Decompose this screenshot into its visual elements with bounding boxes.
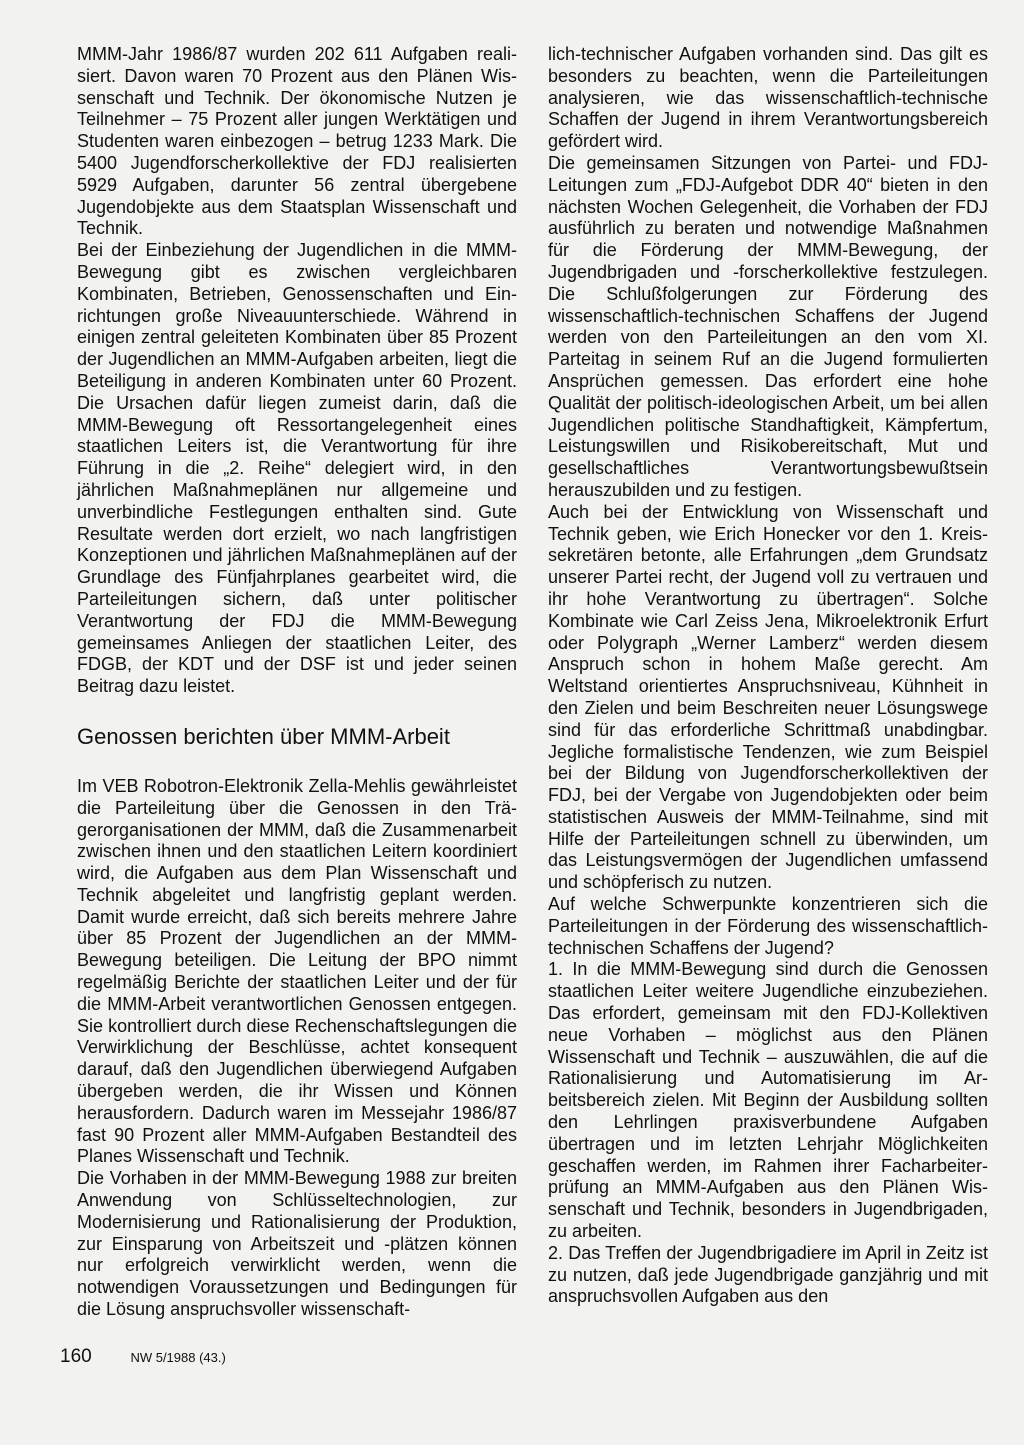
paragraph-sitzungen: Die gemeinsamen Sitzungen von Partei- und FDJ-Leitungen zum „FDJ-Aufgebot DDR 40“ bieten in den nächsten Wochen Gelegenheit, die Vorhaben der FDJ ausführlich zu beraten und notwendige Maßnahmen für die Förderung der MMM-Bewegung, der Jugendbrigaden und -forscherkollektive festzulegen. Die Schlußfolgerungen zur Förderung des wissenschaftlich-technischen Schaffens der Jugend werden von den Parteileitungen an den vom XI. Parteitag in seinem Ruf an die Jugend formulierten Ansprüchen gemessen. Das erfordert eine hohe Qualität der politisch-ideologischen Arbeit, um bei allen Jugendlichen politische Standhaftigkeit, Kämpfertum, Leistungswillen und Risikobereitschaft, Mut und gesellschaftliches Verantwortungsbewußtsein herauszubilden und zu festigen.	[548, 152, 988, 500]
right-column	[548, 44, 988, 1308]
paragraph-point-1: 1. In die MMM-Bewegung sind durch die Genossen staatlichen Leiter weitere Jugendliche einzubeziehen. Das erfordert, gemeinsam mit den FDJ-Kollektiven neue Vorhaben – möglichst aus den Plänen Wissenschaft und Technik – auszuwählen, die auf die Rationalisierung und Automatisierung im Arbeitsbereich zielen. Mit Beginn der Ausbildung sollten den Lehrlingen praxisverbundene Aufgaben übertragen und im letzten Lehrjahr Möglichkeiten geschaffen werden, im Rahmen ihrer Facharbeiterprüfung an MMM-Aufgaben aus den Plänen Wissenschaft und Technik, besonders in Jugendbrigaden, zu arbeiten.	[548, 959, 988, 1242]
paragraph-honecker: Auch bei der Entwicklung von Wissenschaft und Technik geben, wie Erich Honecker vor den 1. Kreissekretären betonte, alle Erfahrungen „dem Grundsatz unserer Partei recht, der Jugend voll zu vertrauen und ihr hohe Verantwortung zu übertragen“. Solche Kombinate wie Carl Zeiss Jena, Mikroelektronik Erfurt oder Polygraph „Werner Lamberz“ werden diesem Anspruch schon in hohem Maße gerecht. Am Weltstand orientiertes Anspruchsniveau, Kühnheit in den Zielen und beim Beschreiten neuer Lösungswege sind für das erforderliche Schrittmaß unabdingbar. Jegliche formalistische Tendenzen, wie zum Beispiel bei der Bildung von Jugendforscherkollektiven der FDJ, bei der Vergabe von Jugendobjekten oder beim statistischen Ausweis der MMM-Teilnahme, sind mit Hilfe der Parteileitungen schnell zu überwinden, um das Leistungsvermögen der Jugendlichen umfassend und schöpferisch zu nutzen.	[548, 501, 988, 893]
paragraph-continuation: lich-technischer Aufgaben vorhanden sind. Das gilt es besonders zu beachten, wenn die Parteileitungen analysieren, wie das wissenschaftlich-technische Schaffen der Jugend in ihrem Verantwortungsbereich gefördert wird.	[548, 44, 988, 152]
paragraph-vorhaben: Die Vorhaben in der MMM-Bewegung 1988 zur breiten Anwendung von Schlüsseltechnologien, zur Modernisierung und Rationalisierung der Produktion, zur Einsparung von Arbeitszeit und -plätzen können nur erfolgreich verwirklicht werden, wenn die notwendigen Voraussetzungen und Bedingungen für die Lösung anspruchsvoller wissenschaft-	[77, 1168, 517, 1320]
page-number: 160	[60, 1346, 92, 1367]
paragraph-point-2: 2. Das Treffen der Jugendbrigadiere im April in Zeitz ist zu nutzen, daß jede Jugendbrigade ganzjährig und mit anspruchsvollen Aufgaben aus den	[548, 1242, 988, 1307]
left-column	[77, 44, 517, 1321]
paragraph-robotron: Im VEB Robotron-Elektronik Zella-Mehlis gewährleistet die Parteileitung über die Genossen in den Trägerorganisationen der MMM, daß die Zusammenarbeit zwischen ihnen und den staatlichen Leitern koordiniert wird, die Aufgaben aus dem Plan Wissenschaft und Technik abgeleitet und langfristig geplant werden. Damit wurde erreicht, daß sich bereits mehrere Jahre über 85 Prozent der Jugendlichen an der MMM-Bewegung beteiligen. Die Leitung der BPO nimmt regelmäßig Berichte der staatlichen Leiter und der für die MMM-Arbeit verantwortlichen Genossen entgegen. Sie kontrolliert durch diese Rechenschaftslegungen die Verwirklichung der Beschlüsse, achtet konsequent darauf, daß den Jugendlichen überwiegend Aufgaben übergeben werden, die ihr Wissen und Können herausfordern. Dadurch waren im Messejahr 1986/87 fast 90 Prozent aller MMM-Aufgaben Bestandteil des Planes Wissenschaft und Technik.	[77, 775, 517, 1167]
paragraph-einbeziehung: Bei der Einbeziehung der Jugendlichen in die MMM-Bewegung gibt es zwischen vergleichbaren Kombinaten, Betrieben, Genossenschaften und Einrichtungen große Niveauunterschiede. Während in einigen zentral geleiteten Kombinaten über 85 Prozent der Jugendlichen an MMM-Aufgaben arbeiten, liegt die Beteiligung in anderen Kombinaten unter 60 Prozent. Die Ursachen dafür liegen zumeist darin, daß die MMM-Bewegung oft Ressortangelegenheit eines staatlichen Leiters ist, die Verantwortung für ihre Führung in die „2. Reihe“ delegiert wird, in den jährlichen Maßnahmeplänen nur allgemeine und unverbindliche Festlegungen enthalten sind. Gute Resultate werden dort erzielt, wo nach langfristigen Konzeptionen und jährlichen Maßnahmeplänen auf der Grundlage des Fünfjahrplanes gearbeitet wird, die Parteileitungen sichern, daß unter politischer Verantwortung der FDJ die MMM-Bewegung gemeinsames Anliegen der staatlichen Leiter, des FDGB, der KDT und der DSF ist und jeder seinen Beitrag dazu leistet.	[77, 240, 517, 697]
section-heading: Genossen berichten über MMM-Arbeit	[77, 723, 450, 749]
paragraph-mmm-jahr: MMM-Jahr 1986/87 wurden 202 611 Aufgaben realisiert. Davon waren 70 Prozent aus den Plänen Wissenschaft und Technik. Der ökonomische Nutzen je Teilnehmer – 75 Prozent aller jungen Werktätigen und Studenten waren einbezogen – betrug 1233 Mark. Die 5400 Jugendforscherkollektive der FDJ realisierten 5929 Aufgaben, darunter 56 zentral übergebene Jugendobjekte aus dem Staatsplan Wissenschaft und Technik.	[77, 44, 517, 239]
page-footer	[60, 1346, 226, 1368]
paragraph-schwerpunkte-question: Auf welche Schwerpunkte konzentrieren sich die Parteileitungen in der Förderung des wissenschaftlich-technischen Schaffens der Jugend?	[548, 894, 988, 958]
journal-reference: NW 5/1988 (43.)	[130, 1350, 226, 1365]
